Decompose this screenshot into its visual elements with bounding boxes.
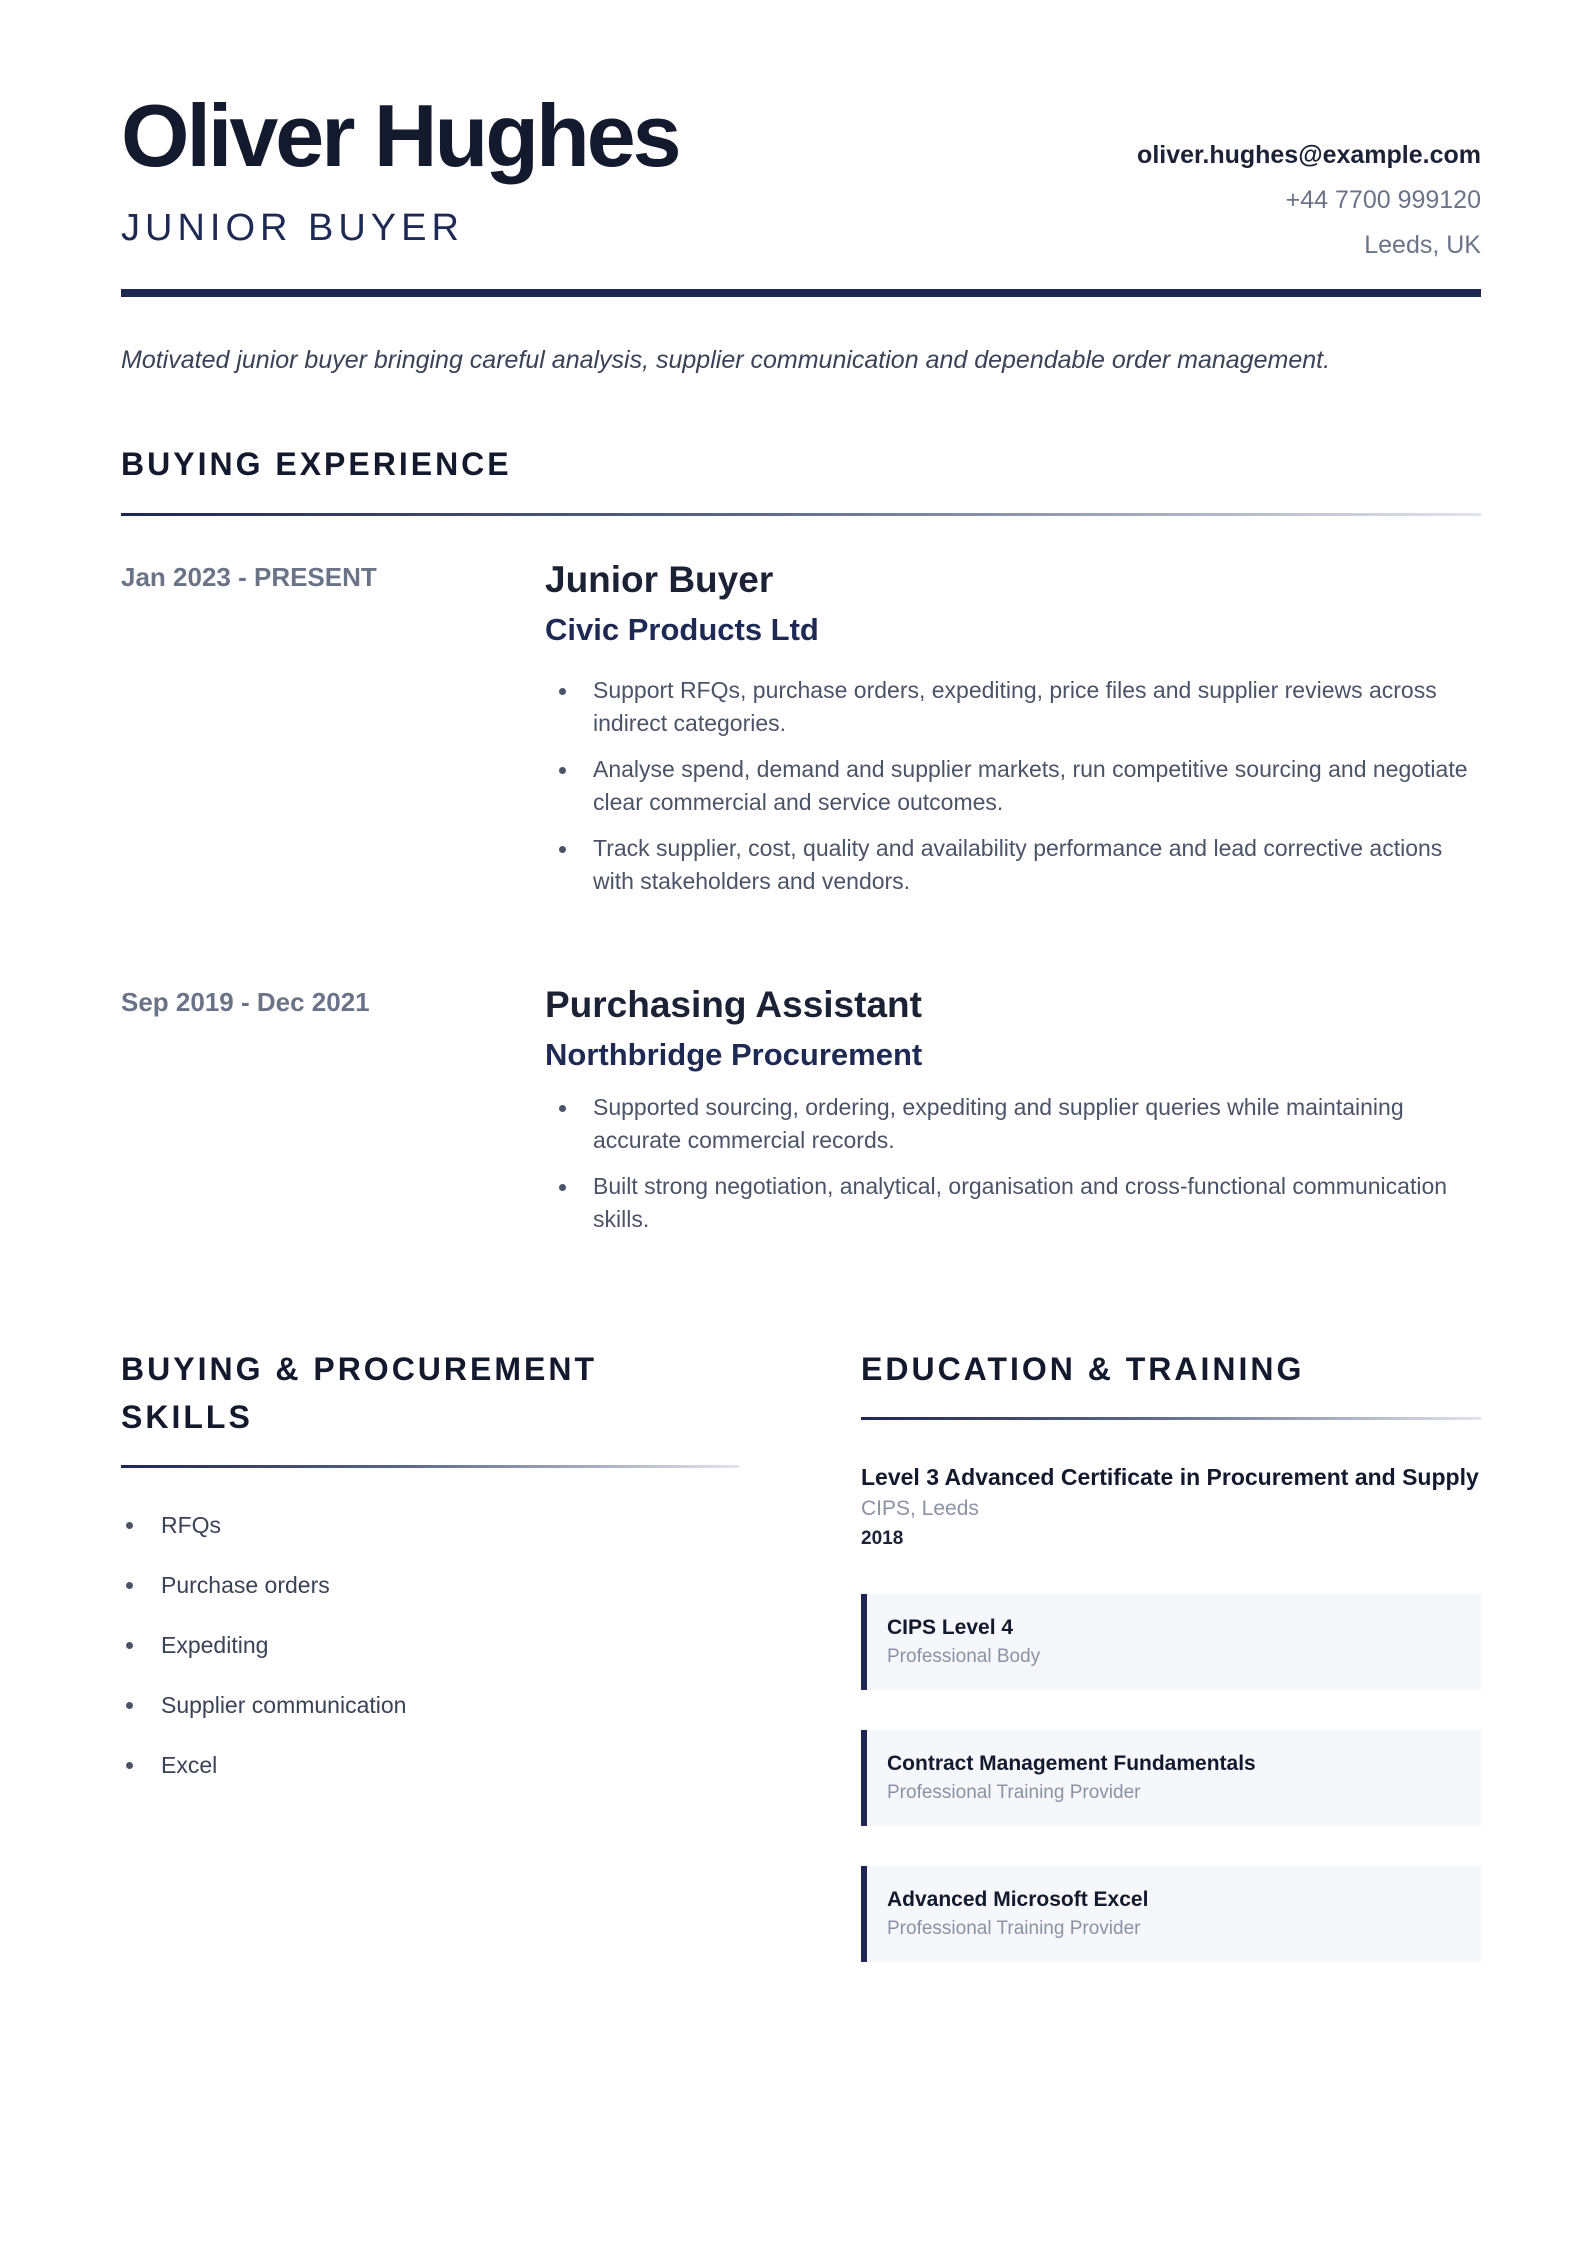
job-entry	[121, 984, 1481, 1287]
certification-provider: Professional Training Provider	[887, 1782, 1141, 1803]
contact-location: Leeds, UK	[1364, 231, 1481, 259]
job-bullets	[545, 1091, 1481, 1236]
bullet-icon	[559, 1184, 566, 1191]
job-title: Junior Buyer	[545, 559, 774, 600]
resume-header	[121, 0, 1481, 300]
resume-page	[121, 0, 1481, 1939]
candidate-role: JUNIOR BUYER	[121, 207, 464, 249]
bullet-text: Track supplier, cost, quality and availability performance and lead corrective actions with stakeholders and vendors.	[593, 835, 1443, 894]
bullet-icon	[126, 1702, 133, 1709]
job-entry	[121, 559, 1481, 987]
certification-card	[861, 1730, 1481, 1826]
skill-text: Excel	[161, 1752, 218, 1778]
bullet-icon	[559, 688, 566, 695]
education-section	[861, 1345, 1481, 1962]
skills-list	[121, 1508, 739, 1782]
bullet-text: Support RFQs, purchase orders, expediting, price files and supplier reviews across indirect categories.	[593, 677, 1437, 736]
education-entry	[861, 1460, 1481, 1554]
list-item	[121, 1568, 739, 1602]
skill-text: RFQs	[161, 1512, 222, 1538]
certification-card	[861, 1594, 1481, 1690]
candidate-name: Oliver Hughes	[121, 86, 679, 185]
summary-text: Motivated junior buyer bringing careful analysis, supplier communication and dependable order management.	[121, 346, 1331, 374]
section-divider	[121, 1465, 739, 1468]
list-item	[121, 1628, 739, 1662]
contact-email[interactable]: oliver.hughes@example.com	[1137, 141, 1481, 169]
certification-card	[861, 1866, 1481, 1962]
certification-title: CIPS Level 4	[887, 1616, 1014, 1639]
contact-block	[1137, 133, 1481, 268]
certification-provider: Professional Training Provider	[887, 1918, 1141, 1939]
header-divider	[121, 289, 1481, 297]
section-title-education: EDUCATION & TRAINING	[861, 1351, 1305, 1387]
list-item	[121, 1688, 739, 1722]
job-date: Jan 2023 - PRESENT	[121, 562, 377, 592]
list-item	[545, 753, 1481, 819]
experience-section	[121, 440, 1481, 1287]
list-item	[545, 1091, 1481, 1157]
section-title-experience: BUYING EXPERIENCE	[121, 446, 512, 482]
job-details	[545, 556, 1481, 911]
job-date: Sep 2019 - Dec 2021	[121, 987, 370, 1017]
education-institution: CIPS, Leeds	[861, 1497, 979, 1520]
education-year: 2018	[861, 1528, 904, 1549]
education-title: Level 3 Advanced Certificate in Procurement and Supply	[861, 1464, 1479, 1490]
job-details	[545, 981, 1481, 1249]
list-item	[545, 1170, 1481, 1236]
certification-provider: Professional Body	[887, 1646, 1041, 1667]
skill-text: Supplier communication	[161, 1692, 407, 1718]
section-divider	[861, 1417, 1481, 1420]
skills-section	[121, 1345, 739, 1808]
skill-text: Purchase orders	[161, 1572, 330, 1598]
job-bullets	[545, 674, 1481, 898]
list-item	[545, 832, 1481, 898]
bullet-icon	[126, 1762, 133, 1769]
section-title-skills: BUYING & PROCUREMENT SKILLS	[121, 1351, 598, 1435]
certification-title: Contract Management Fundamentals	[887, 1752, 1256, 1775]
job-title: Purchasing Assistant	[545, 984, 922, 1025]
bullet-icon	[126, 1582, 133, 1589]
job-company: Civic Products Ltd	[545, 612, 819, 647]
bullet-text: Analyse spend, demand and supplier markets, run competitive sourcing and negotiate clear commercial and service outcomes.	[593, 756, 1468, 815]
bullet-icon	[559, 767, 566, 774]
bullet-text: Built strong negotiation, analytical, organisation and cross-functional communication skills.	[593, 1173, 1448, 1232]
bullet-icon	[126, 1522, 133, 1529]
bullet-icon	[126, 1642, 133, 1649]
job-company: Northbridge Procurement	[545, 1037, 923, 1072]
bullet-text: Supported sourcing, ordering, expediting and supplier queries while maintaining accurate commercial records.	[593, 1094, 1404, 1153]
contact-phone: +44 7700 999120	[1285, 186, 1481, 214]
list-item	[121, 1508, 739, 1542]
skill-text: Expediting	[161, 1632, 269, 1658]
list-item	[121, 1748, 739, 1782]
certification-title: Advanced Microsoft Excel	[887, 1888, 1149, 1911]
list-item	[545, 674, 1481, 740]
bullet-icon	[559, 846, 566, 853]
section-divider	[121, 513, 1481, 516]
bullet-icon	[559, 1105, 566, 1112]
